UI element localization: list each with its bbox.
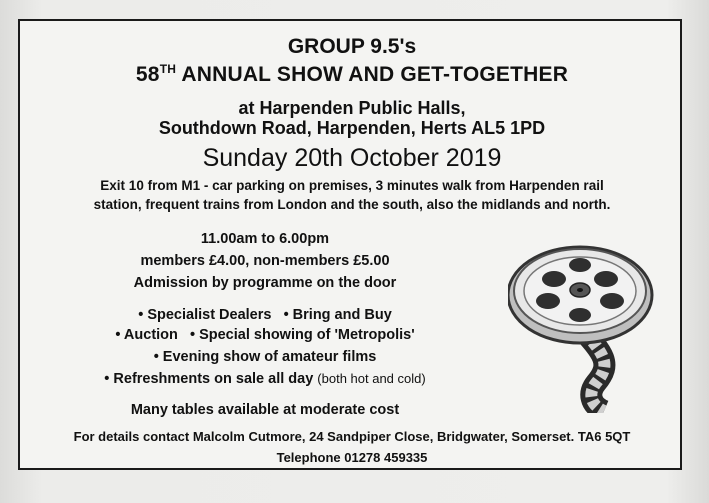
telephone: Telephone 01278 459335 [276,450,428,465]
reel-body [508,247,652,343]
opening-hours: 11.00am to 6.00pm [200,231,330,247]
film-reel-icon [508,243,678,413]
feature-line-1 [20,307,510,323]
feature-bring-and-buy: Bring and Buy [292,307,392,323]
venue-line-2: Southdown Road, Harpenden, Herts AL5 1PD [158,118,546,138]
feature-refreshments: Refreshments on sale all day [113,371,314,387]
bullet: • [283,307,289,323]
heading-title: ANNUAL SHOW AND GET-TOGETHER [181,63,569,86]
heading-annual-show [20,62,684,87]
show-date: Sunday 20th October 2019 [202,144,502,172]
contact-details: For details contact Malcolm Cutmore, 24 Sandpiper Close, Bridgwater, Somerset. TA6 5QT [73,429,631,444]
bullet: • [189,327,196,343]
heading-ordinal-number: 58 [135,63,160,86]
feature-line-3 [20,349,510,365]
feature-specialist-dealers: Specialist Dealers [147,307,272,323]
bullet: • [115,327,121,343]
feature-evening-show: Evening show of amateur films [162,349,377,365]
feature-line-4 [20,371,510,387]
feature-metropolis: Special showing of 'Metropolis' [199,327,415,343]
bullet: • [153,349,159,365]
admission-prices: members £4.00, non-members £5.00 [140,253,390,269]
directions-line-2: station, frequent trains from London and the south, also the midlands and north. [93,197,611,212]
heading-ordinal-suffix: TH [159,62,177,76]
feature-auction: Auction [123,327,178,343]
admission-note: Admission by programme on the door [133,275,397,291]
venue-line-1: at Harpenden Public Halls, [238,98,466,118]
tables-note: Many tables available at moderate cost [130,402,400,418]
heading-group: GROUP 9.5's [287,35,417,58]
show-advert [18,19,682,470]
refreshments-note: (both hot and cold) [317,371,426,386]
bullet: • [104,371,110,387]
bullet: • [138,307,144,323]
directions-line-1: Exit 10 from M1 - car parking on premises, 3 minutes walk from Harpenden rail [100,178,604,193]
feature-line-2 [20,327,510,343]
